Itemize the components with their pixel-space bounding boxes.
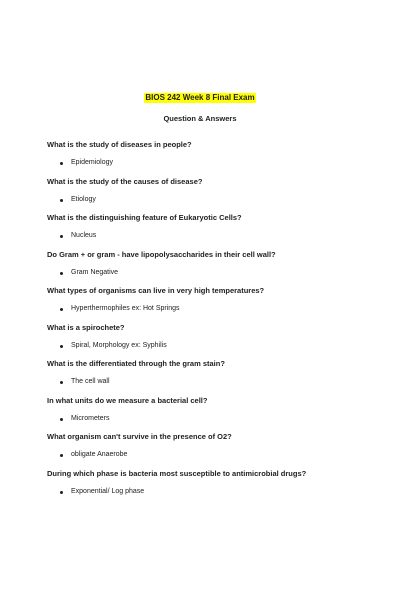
answer-text: The cell wall — [71, 378, 110, 385]
answer-text: Epidemiology — [71, 159, 114, 166]
qa-item — [47, 359, 367, 396]
qa-item — [47, 396, 367, 433]
answer-text: obligate Anaerobe — [71, 451, 128, 458]
question-text: What organism can't survive in the presence of O2? — [47, 432, 232, 441]
answer-text: Nucleus — [71, 232, 97, 239]
answer-item — [47, 195, 367, 205]
answer-item — [47, 268, 367, 278]
bullet-icon — [60, 491, 63, 494]
bullet-icon — [60, 162, 63, 165]
answer-text: Exponential/ Log phase — [71, 487, 145, 495]
qa-item — [47, 432, 367, 469]
question-text: What is the study of diseases in people? — [47, 140, 192, 149]
answer-text: Micrometers — [71, 414, 110, 422]
question-text: What types of organisms can live in very high temperatures? — [47, 286, 265, 295]
question-text: What is the distinguishing feature of Eukaryotic Cells? — [47, 213, 242, 222]
answer-item — [47, 377, 367, 387]
qa-item — [47, 140, 367, 177]
qa-list — [47, 140, 367, 505]
answer-text: Spiral, Morphology ex: Syphilis — [71, 341, 167, 349]
document-subtitle: Question & Answers — [163, 114, 237, 123]
qa-item — [47, 323, 367, 360]
answer-item — [47, 341, 367, 351]
qa-item — [47, 213, 367, 250]
answer-item — [47, 158, 367, 168]
question-text: In what units do we measure a bacterial cell? — [47, 395, 208, 405]
qa-item — [47, 469, 367, 506]
question-text: What is the study of the causes of disease? — [47, 176, 203, 186]
document-header — [0, 87, 400, 124]
document-title: BIOS 242 Week 8 Final Exam — [145, 93, 255, 102]
question-text: What is a spirochete? — [47, 322, 125, 332]
answer-text: Gram Negative — [71, 268, 119, 276]
qa-item — [47, 250, 367, 287]
bullet-icon — [60, 235, 63, 238]
bullet-icon — [60, 199, 63, 202]
qa-item — [47, 177, 367, 214]
qa-item — [47, 286, 367, 323]
answer-item — [47, 304, 367, 314]
question-text: Do Gram + or gram - have lipopolysaccharides in their cell wall? — [47, 249, 276, 259]
bullet-icon — [60, 381, 63, 384]
question-text: During which phase is bacteria most susceptible to antimicrobial drugs? — [47, 468, 307, 478]
answer-item — [47, 450, 367, 460]
bullet-icon — [60, 308, 63, 311]
answer-item — [47, 487, 367, 497]
bullet-icon — [60, 454, 63, 457]
bullet-icon — [60, 345, 63, 348]
answer-text: Etiology — [71, 195, 96, 203]
question-text: What is the differentiated through the gram stain? — [47, 359, 225, 368]
answer-text: Hyperthermophiles ex: Hot Springs — [71, 305, 180, 312]
bullet-icon — [60, 418, 63, 421]
answer-item — [47, 231, 367, 241]
answer-item — [47, 414, 367, 424]
bullet-icon — [60, 272, 63, 275]
